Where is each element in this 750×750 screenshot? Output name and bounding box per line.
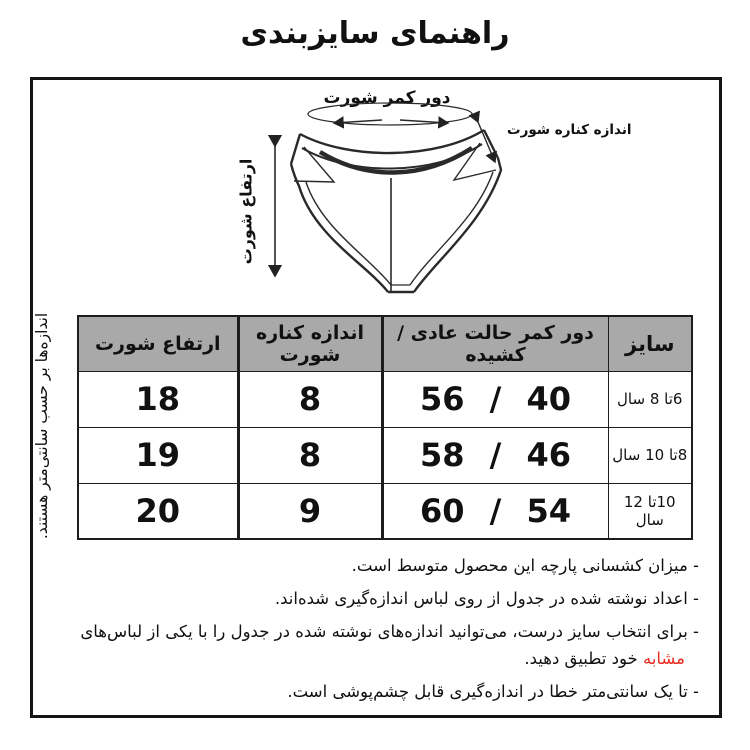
notes-list — [63, 552, 699, 711]
size-table — [77, 315, 693, 540]
cell-side: 8 — [238, 371, 382, 427]
col-header-waist: دور کمر حالت عادی / کشیده — [382, 316, 608, 371]
table-row — [78, 427, 692, 483]
cell-waist: 56 / 40 — [382, 371, 608, 427]
col-header-size: سایز — [608, 316, 692, 371]
note-error-tolerance: - تا یک سانتی‌متر خطا در اندازه‌گیری قابل چشم‌پوشی است. — [287, 682, 699, 701]
waist-measure-label: دور کمر شورت — [323, 88, 451, 108]
cell-waist: 60 / 54 — [382, 483, 608, 539]
note-measured-on-garment: - اعداد نوشته شده در جدول از روی لباس اندازه‌گیری شده‌اند. — [274, 589, 699, 608]
table-row — [78, 483, 692, 539]
page-title: راهنمای سایزبندی — [240, 16, 510, 51]
briefs-measurement-diagram — [33, 80, 719, 320]
cell-height: 19 — [78, 427, 238, 483]
cell-side: 9 — [238, 483, 382, 539]
note-compare-highlight: مشابه — [642, 649, 685, 668]
cell-side: 8 — [238, 427, 382, 483]
cell-size: 6تا 8 سال — [608, 371, 692, 427]
note-compare-prefix: - برای انتخاب سایز درست، می‌توانید اندازه‌های نوشته شده در جدول را با یکی از لباس‌های — [80, 622, 699, 641]
cell-height: 18 — [78, 371, 238, 427]
units-note: اندازه‌ها بر حسب سانتی‌متر هستند. — [33, 312, 52, 540]
side-measure-label: اندازه کناره شورت — [507, 122, 632, 138]
cell-height: 20 — [78, 483, 238, 539]
height-measure-label: ارتفاع شورت — [236, 158, 256, 265]
briefs-line-drawing-icon — [250, 100, 550, 305]
table-row — [78, 371, 692, 427]
note-compare-suffix: خود تطبیق دهید. — [524, 649, 643, 668]
cell-size: 10تا 12 سال — [608, 483, 692, 539]
col-header-height: ارتفاع شورت — [78, 316, 238, 371]
size-table-header-row — [78, 316, 692, 371]
col-header-side: اندازه کناره شورت — [238, 316, 382, 371]
note-elasticity: - میزان کشسانی پارچه این محصول متوسط است. — [351, 556, 699, 575]
cell-size: 8تا 10 سال — [608, 427, 692, 483]
cell-waist: 58 / 46 — [382, 427, 608, 483]
size-guide-frame — [30, 77, 722, 718]
note-compare-similar — [63, 618, 699, 672]
